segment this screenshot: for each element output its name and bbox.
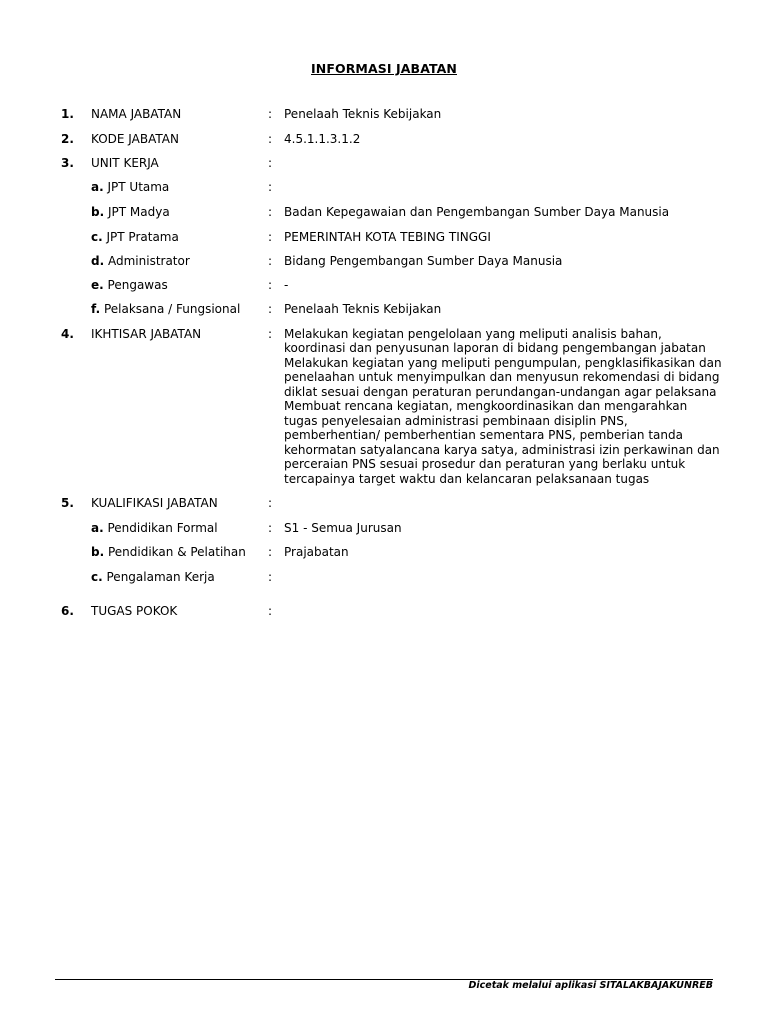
sub-field-label (91, 302, 240, 316)
field-label: IKHTISAR JABATAN (91, 327, 202, 341)
colon-separator: : (268, 278, 273, 292)
field-label: KUALIFIKASI JABATAN (91, 496, 218, 510)
ikhtisar-line: tugas penyelesaian administrasi pembinaan disiplin PNS, (284, 413, 628, 428)
sub-item-letter: a. (91, 180, 104, 194)
sub-label-text: Pengawas (107, 278, 168, 292)
item-number: 4. (61, 327, 74, 341)
colon-separator: : (268, 604, 273, 618)
field-label: TUGAS POKOK (91, 604, 178, 618)
colon-separator: : (268, 302, 273, 316)
sub-item-letter: f. (91, 302, 101, 316)
ikhtisar-line: tercapainya target waktu dan kelancaran pelaksanaan tugas (284, 471, 650, 486)
colon-separator: : (268, 521, 273, 535)
sub-field-label (91, 230, 179, 244)
sub-label-text: Pendidikan Formal (107, 521, 218, 535)
field-value: Badan Kepegawaian dan Pengembangan Sumber Daya Manusia (284, 205, 670, 219)
ikhtisar-line: Melakukan kegiatan pengelolaan yang meliputi analisis bahan, (284, 327, 662, 341)
field-label: NAMA JABATAN (91, 107, 182, 121)
colon-separator: : (268, 107, 273, 121)
footer-print-note: Dicetak melalui aplikasi SITALAKBAJAKUNREB (468, 980, 713, 991)
colon-separator: : (268, 545, 273, 559)
ikhtisar-line: koordinasi dan penyusunan laporan di bidang pengembangan jabatan (284, 341, 706, 356)
colon-separator: : (268, 570, 273, 584)
field-value: Bidang Pengembangan Sumber Daya Manusia (284, 254, 563, 268)
field-value: Penelaah Teknis Kebijakan (284, 107, 442, 121)
sub-label-text: Pengalaman Kerja (106, 570, 215, 584)
item-number: 5. (61, 496, 74, 510)
colon-separator: : (268, 496, 273, 510)
sub-item-letter: a. (91, 521, 104, 535)
colon-separator: : (268, 156, 273, 170)
sub-item-letter: b. (91, 545, 105, 559)
sub-label-text: Pelaksana / Fungsional (103, 302, 241, 316)
colon-separator: : (268, 254, 273, 268)
sub-field-label (91, 205, 170, 219)
colon-separator: : (268, 327, 273, 341)
sub-field-label (91, 180, 169, 194)
sub-item-letter: d. (91, 254, 105, 268)
item-number: 2. (61, 132, 74, 146)
ikhtisar-line: Membuat rencana kegiatan, mengkoordinasikan dan mengarahkan (284, 399, 688, 414)
sub-item-letter: e. (91, 278, 104, 292)
sub-field-label (91, 545, 246, 559)
field-value: Prajabatan (284, 545, 349, 559)
colon-separator: : (268, 132, 273, 146)
colon-separator: : (268, 230, 273, 244)
item-number: 3. (61, 156, 74, 170)
sub-item-letter: c. (91, 570, 103, 584)
sub-field-label (91, 570, 215, 584)
sub-field-label (91, 278, 168, 292)
ikhtisar-line: kehormatan satyalancana karya satya, administrasi izin perkawinan dan (284, 442, 720, 457)
item-number: 6. (61, 604, 74, 618)
sub-label-text: JPT Pratama (106, 230, 179, 244)
field-label: KODE JABATAN (91, 132, 179, 146)
sub-field-label (91, 254, 190, 268)
sub-field-label (91, 521, 218, 535)
field-label: UNIT KERJA (91, 156, 159, 170)
field-value: 4.5.1.1.3.1.2 (284, 132, 361, 146)
field-value: - (284, 278, 289, 292)
sub-item-letter: b. (91, 205, 105, 219)
field-value: Penelaah Teknis Kebijakan (284, 302, 442, 316)
ikhtisar-text-block (284, 327, 722, 486)
page-title: INFORMASI JABATAN (311, 61, 457, 76)
item-number: 1. (61, 107, 74, 121)
ikhtisar-line: penelaahan untuk menyimpulkan dan menyusun rekomendasi di bidang (284, 370, 720, 385)
colon-separator: : (268, 205, 273, 219)
ikhtisar-line: Melakukan kegiatan yang meliputi pengumpulan, pengklasifikasikan dan (284, 355, 722, 370)
ikhtisar-line: perceraian PNS sesuai prosedur dan peraturan yang berlaku untuk (284, 457, 686, 472)
sub-item-letter: c. (91, 230, 103, 244)
sub-label-text: Administrator (107, 254, 190, 268)
field-value: PEMERINTAH KOTA TEBING TINGGI (284, 230, 491, 244)
sub-label-text: JPT Madya (107, 205, 170, 219)
ikhtisar-line: diklat sesuai dengan peraturan perundangan-undangan agar pelaksana (284, 384, 717, 399)
sub-label-text: JPT Utama (107, 180, 170, 194)
colon-separator: : (268, 180, 273, 194)
sub-label-text: Pendidikan & Pelatihan (107, 545, 246, 559)
ikhtisar-line: pemberhentian/ pemberhentian sementara PNS, pemberian tanda (284, 428, 683, 443)
field-value: S1 - Semua Jurusan (284, 521, 402, 535)
